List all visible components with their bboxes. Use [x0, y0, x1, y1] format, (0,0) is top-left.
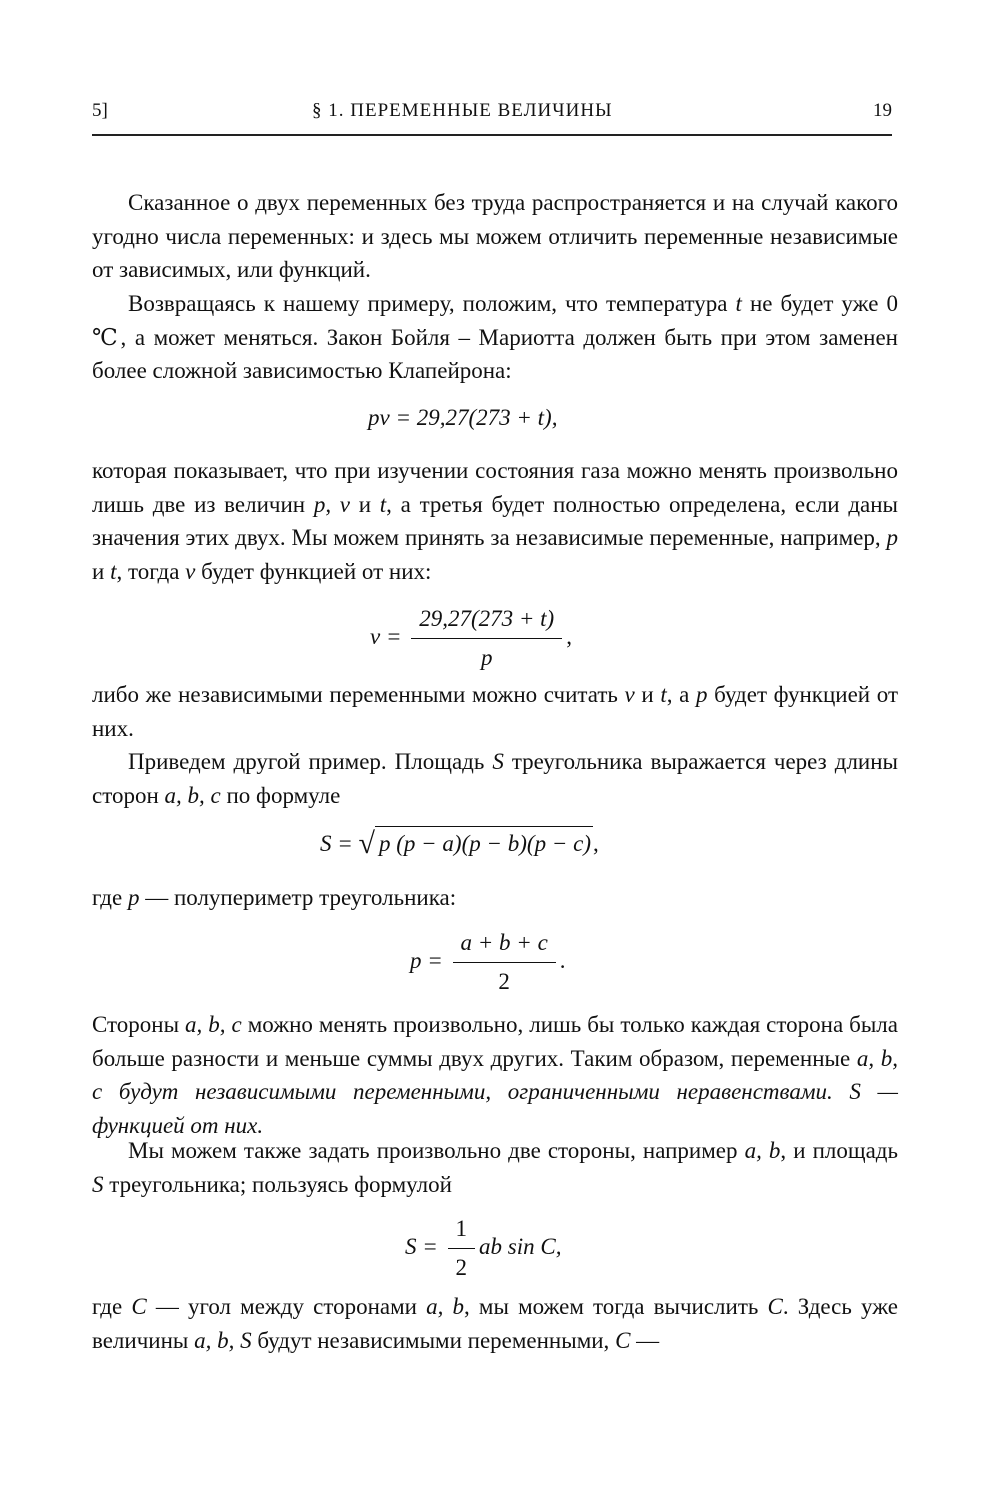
paragraph-2: [92, 287, 898, 388]
text-run: можно менять произвольно, лишь бы только каждая сторона была больше разности и меньше суммы двух других. Таким образом, переменные: [92, 1012, 898, 1071]
math-var: a, b, S: [194, 1327, 252, 1353]
italic-run: — функцией от них.: [92, 1079, 898, 1138]
formula-tail: .: [559, 947, 566, 973]
page-number: 19: [873, 100, 892, 121]
running-title: § 1. ПЕРЕМЕННЫЕ ВЕЛИЧИНЫ: [312, 100, 613, 121]
paragraph-4: [92, 678, 898, 745]
square-root: [359, 826, 593, 859]
section-number: 5]: [92, 100, 108, 121]
text-run: будут независимыми переменными,: [251, 1327, 616, 1353]
text-run: которая показывает, что при изучении состояния газа можно менять произвольно лишь две из величин: [92, 458, 898, 517]
math-var: C: [767, 1294, 783, 1319]
math-var: a, b: [426, 1294, 465, 1319]
math-var: t: [379, 491, 387, 517]
text-run: — угол между сторонами: [146, 1294, 427, 1319]
text-run: где: [92, 1294, 132, 1319]
math-var: p: [886, 525, 898, 551]
math-var: t: [110, 558, 117, 584]
fraction: [448, 1214, 476, 1283]
text-run: и: [350, 491, 380, 517]
text-run: — полупериметр треугольника:: [139, 885, 457, 910]
text-run: , тогда: [116, 558, 186, 584]
formula-tail: ,: [566, 623, 572, 649]
math-var: a, b, c: [185, 1012, 242, 1037]
formula-rhs: ab sin C,: [479, 1233, 562, 1259]
math-var: t: [735, 291, 742, 316]
text-run: Мы можем также задать произвольно две стороны, например: [128, 1138, 745, 1163]
fraction: [453, 928, 556, 997]
paragraph-1-text: Сказанное о двух переменных без труда распространяется и на случай какого угодно числа переменных: и здесь мы можем отличить переменные независимые от зависимых, или функций.: [92, 190, 898, 283]
text-run: либо же независимыми переменными можно считать: [92, 682, 625, 707]
text-run: и: [634, 682, 661, 707]
paragraph-8: [92, 1134, 898, 1201]
text-run: и: [92, 558, 111, 584]
formula-clapeyron: pv = 29,27(273 + t),: [368, 405, 558, 430]
formula-area-sine: [405, 1214, 561, 1283]
fraction-numerator: 1: [448, 1214, 476, 1249]
math-var: C: [615, 1327, 631, 1353]
text-run: будет функцией от них:: [195, 558, 432, 584]
text-run: , мы можем тогда вычислить: [464, 1294, 768, 1319]
text-run: будет функцией от них.: [92, 682, 898, 741]
text-run: где: [92, 885, 128, 910]
radicand: p (p − a)(p − b)(p − c): [375, 826, 593, 859]
text-run: Приведем другой пример. Площадь: [128, 749, 493, 774]
math-var: p: [696, 682, 708, 707]
math-var: v: [624, 682, 635, 707]
header-rule: [92, 134, 892, 136]
formula-lhs: S =: [320, 831, 353, 856]
text-run: треугольника; пользуясь формулой: [103, 1171, 452, 1197]
formula-heron: [320, 826, 599, 859]
text-run: . Здесь уже величины: [92, 1294, 899, 1353]
paragraph-9: [92, 1290, 898, 1357]
text-run: Стороны: [92, 1012, 186, 1037]
math-var: a, b, c: [92, 1045, 899, 1105]
formula-v-fraction: [370, 604, 572, 673]
math-var: S: [92, 1171, 104, 1197]
math-var: S: [492, 749, 504, 774]
italic-run: будут независимыми переменными, ограниченными неравенствами.: [102, 1079, 850, 1105]
running-header: [92, 100, 892, 130]
text-run: по формуле: [220, 782, 341, 808]
math-var: v: [185, 558, 196, 584]
paragraph-7: [92, 1008, 898, 1142]
math-var: t: [660, 682, 667, 707]
paragraph-5: [92, 745, 898, 812]
math-var: S: [849, 1079, 861, 1105]
paragraph-6: [92, 881, 898, 915]
text-run: , а: [666, 682, 697, 707]
text-run: —: [630, 1327, 660, 1353]
fraction-numerator: 29,27(273 + t): [411, 604, 562, 639]
text-run: треугольника выражается через длины сторон: [92, 749, 898, 808]
formula-semiperimeter: [410, 928, 566, 997]
math-var: p, v: [313, 491, 351, 517]
text-run: Возвращаясь к нашему примеру, положим, что температура: [128, 291, 736, 316]
formula-lhs: v =: [370, 623, 402, 649]
fraction-denominator: 2: [455, 1255, 468, 1280]
paragraph-1: [92, 186, 898, 287]
fraction: [411, 604, 562, 673]
formula-lhs: p =: [410, 947, 443, 973]
paragraph-3: [92, 454, 898, 588]
fraction-numerator: a + b + c: [453, 928, 556, 963]
math-var: a, b: [744, 1138, 781, 1163]
fraction-denominator: p: [480, 645, 493, 670]
text-run: , и площадь: [780, 1138, 898, 1163]
formula-tail: ,: [592, 831, 599, 856]
formula-lhs: S =: [405, 1233, 438, 1259]
text-run: , а третья будет полностью определена, если даны значения этих двух. Мы можем принять за независимые переменные, например,: [92, 491, 899, 551]
text-run: не будет уже 0 ℃, а может меняться. Закон Бойля – Мариотта должен быть при этом заменен более сложной зависимостью Клапейрона:: [92, 291, 898, 384]
math-var: a, b, c: [164, 782, 221, 808]
math-var: C: [131, 1294, 147, 1319]
radical-sign-icon: √: [358, 827, 375, 860]
fraction-denominator: 2: [498, 969, 510, 994]
math-var: p: [127, 885, 140, 910]
